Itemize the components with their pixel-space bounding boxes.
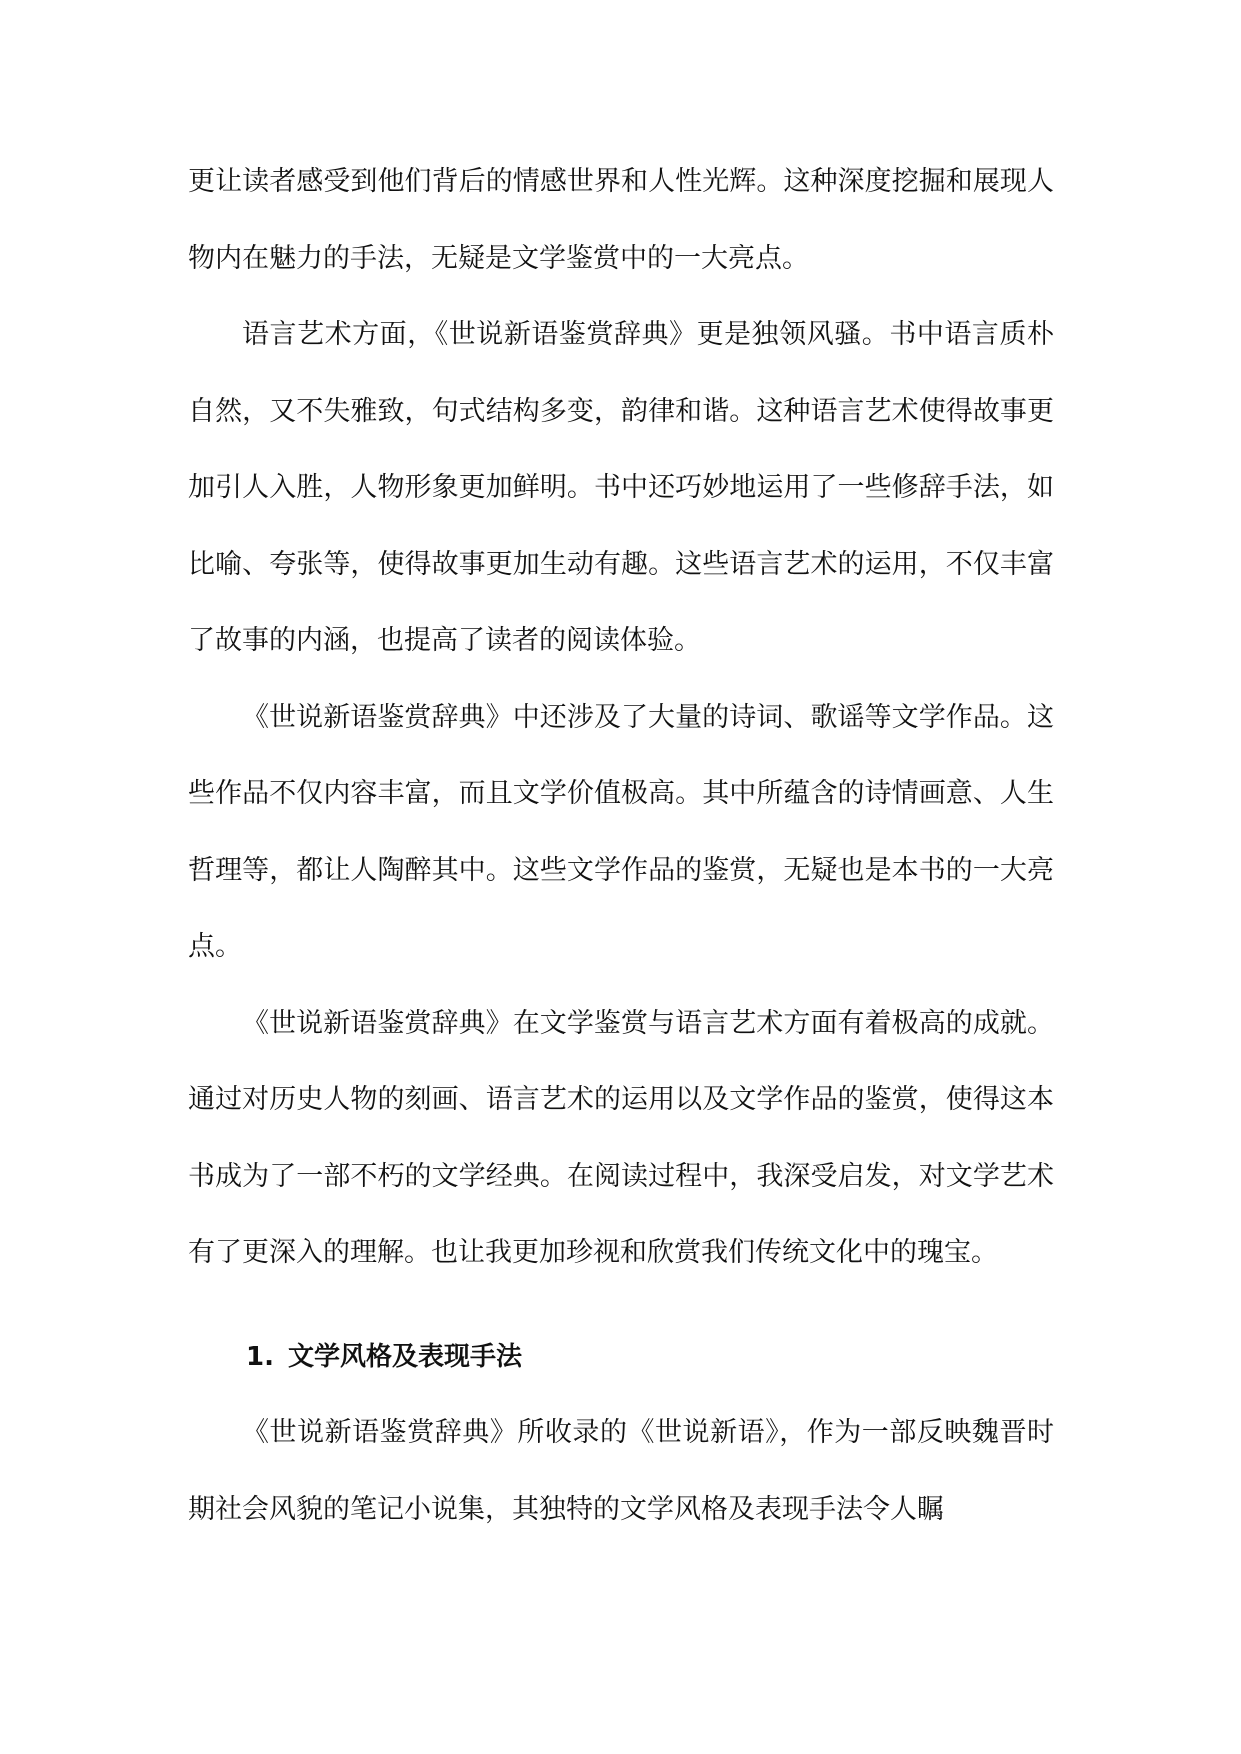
section-number: 1. [246, 1341, 274, 1372]
paragraph-section-intro: 《世说新语鉴赏辞典》所收录的《世说新语》，作为一部反映魏晋时期社会风貌的笔记小说集，其独特的文学风格及表现手法令人瞩 [188, 1417, 1054, 1525]
document-body [188, 144, 1054, 1548]
paragraph-conclusion: 《世说新语鉴赏辞典》在文学鉴赏与语言艺术方面有着极高的成就。通过对历史人物的刻画、语言艺术的运用以及文学作品的鉴赏，使得这本书成为了一部不朽的文学经典。在阅读过程中，我深受启发，对文学艺术有了更深入的理解。也让我更加珍视和欣赏我们传统文化中的瑰宝。 [188, 1007, 1054, 1268]
section-title: 文学风格及表现手法 [288, 1341, 523, 1372]
paragraph-language-art: 语言艺术方面，《世说新语鉴赏辞典》更是独领风骚。书中语言质朴自然，又不失雅致，句式结构多变，韵律和谐。这种语言艺术使得故事更加引人入胜，人物形象更加鲜明。书中还巧妙地运用了一些修辞手法，如比喻、夸张等，使得故事更加生动有趣。这些语言艺术的运用，不仅丰富了故事的内涵，也提高了读者的阅读体验。 [188, 319, 1054, 656]
section-heading [188, 1319, 1054, 1396]
paragraph-continuation: 更让读者感受到他们背后的情感世界和人性光辉。这种深度挖掘和展现人物内在魅力的手法，无疑是文学鉴赏中的一大亮点。 [188, 166, 1054, 274]
paragraph-poetry: 《世说新语鉴赏辞典》中还涉及了大量的诗词、歌谣等文学作品。这些作品不仅内容丰富，而且文学价值极高。其中所蕴含的诗情画意、人生哲理等，都让人陶醉其中。这些文学作品的鉴赏，无疑也是本书的一大亮点。 [188, 701, 1054, 962]
